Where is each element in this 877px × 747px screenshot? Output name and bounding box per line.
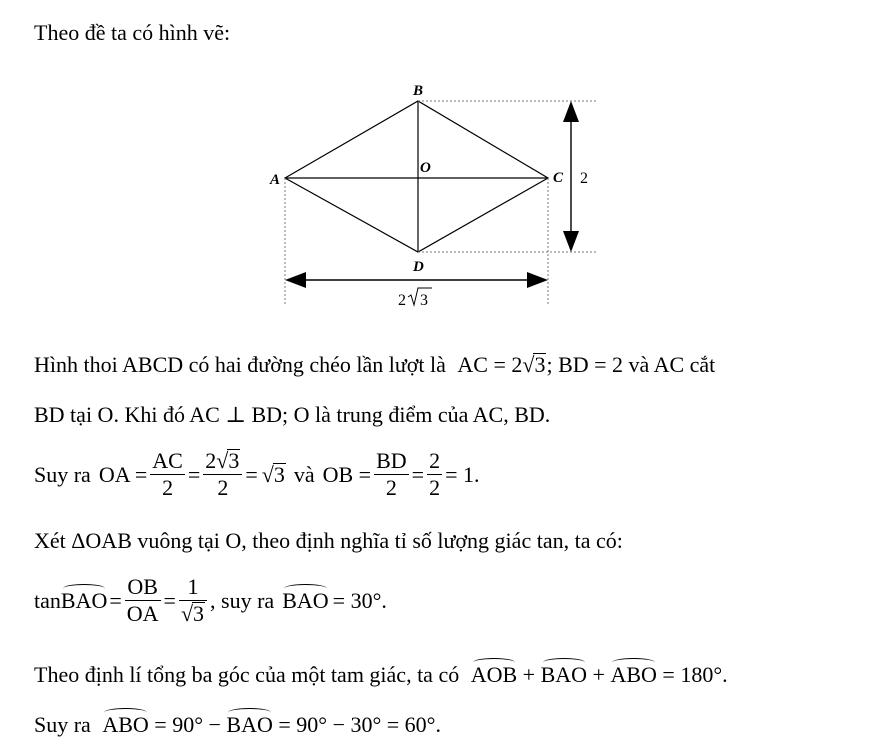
fraction-bd-2: $\frac{BD}{2}$ bbox=[376, 448, 407, 500]
label-c: C bbox=[553, 170, 564, 186]
horizontal-dimension-root: 3 bbox=[420, 292, 428, 309]
suy-ra-text: , suy ra bbox=[210, 587, 275, 613]
rhombus-figure bbox=[0, 0, 877, 330]
paragraph-tan bbox=[34, 574, 387, 627]
angle-aob: AOB bbox=[470, 662, 518, 687]
label-b: B bbox=[413, 83, 424, 99]
angle-abo: ABO bbox=[610, 662, 657, 687]
arrowhead-right bbox=[527, 272, 548, 288]
paragraph-line2: BD tại O. Khi đó AC ⊥ BD; O là trung điểm của AC, BD. bbox=[34, 402, 551, 427]
angle-bao: BAO bbox=[540, 662, 588, 687]
plus: + bbox=[592, 662, 605, 687]
paragraph-final bbox=[34, 712, 441, 738]
fraction-2root3-2: $\frac{2√3}{2}$ bbox=[203, 448, 242, 501]
fraction-ob-oa: $\frac{OB}{OA}$ bbox=[126, 574, 159, 626]
intro-text: Theo đề ta có hình vẽ: bbox=[34, 20, 231, 45]
equals: = bbox=[109, 587, 122, 613]
equals: = bbox=[163, 587, 176, 613]
bd-part: ; BD = 2 và AC cắt bbox=[546, 352, 716, 377]
paragraph-triangle: Xét ΔOAB vuông tại O, theo định nghĩa tỉ số lượng giác tan, ta có: bbox=[34, 528, 623, 553]
paragraph-angle-sum bbox=[34, 662, 728, 688]
label-o: O bbox=[420, 160, 431, 176]
vertical-dimension-label: 2 bbox=[580, 170, 588, 187]
result-60: = 90° − 30° = 60°. bbox=[278, 712, 441, 737]
rhombus-abcd bbox=[285, 101, 548, 252]
radical-sign: √ bbox=[522, 352, 535, 377]
para1-text: Hình thoi ABCD có hai đường chéo lần lượt là bbox=[34, 352, 446, 377]
arrowhead-up bbox=[563, 101, 579, 122]
angle-bao: BAO bbox=[60, 587, 108, 613]
paragraph-rhombus bbox=[34, 352, 715, 378]
arrowhead-left bbox=[285, 272, 306, 288]
label-d: D bbox=[413, 259, 424, 275]
ac-equation: AC = 2 bbox=[457, 352, 523, 377]
result-one: = 1. bbox=[445, 461, 480, 487]
angle-bao: BAO bbox=[226, 712, 273, 737]
equals: = bbox=[411, 461, 425, 487]
and-text: và bbox=[293, 461, 315, 487]
angle-abo: ABO bbox=[102, 712, 149, 737]
oa-label: OA = bbox=[98, 461, 148, 487]
result-30: = 30°. bbox=[332, 587, 387, 613]
result-180: = 180°. bbox=[662, 662, 728, 687]
root3-result: √3 bbox=[261, 461, 285, 487]
angle-bao: BAO bbox=[282, 587, 329, 613]
lead-text: Suy ra bbox=[34, 461, 91, 487]
label-a: A bbox=[270, 172, 281, 188]
fraction-2-2: $\frac{2}{2}$ bbox=[429, 448, 441, 500]
ob-label: OB = bbox=[322, 461, 372, 487]
fraction-ac-2: $\frac{AC}{2}$ bbox=[152, 448, 183, 500]
lead-text: Suy ra bbox=[34, 712, 91, 737]
equals: = bbox=[245, 461, 258, 487]
plus: + bbox=[522, 662, 536, 687]
arrowhead-down bbox=[563, 231, 579, 252]
tan-label: tan bbox=[34, 587, 61, 613]
ac-root: 3 bbox=[534, 352, 546, 377]
horizontal-dimension-coef: 2 bbox=[398, 292, 406, 309]
angle-sum-text: Theo định lí tổng ba góc của một tam giác, ta có bbox=[34, 662, 460, 687]
paragraph-oa-ob bbox=[34, 448, 480, 501]
minus-text: = 90° − bbox=[154, 712, 221, 737]
fraction-1-root3: $\frac{1}{√3}$ bbox=[179, 574, 207, 627]
equals: = bbox=[187, 461, 201, 487]
